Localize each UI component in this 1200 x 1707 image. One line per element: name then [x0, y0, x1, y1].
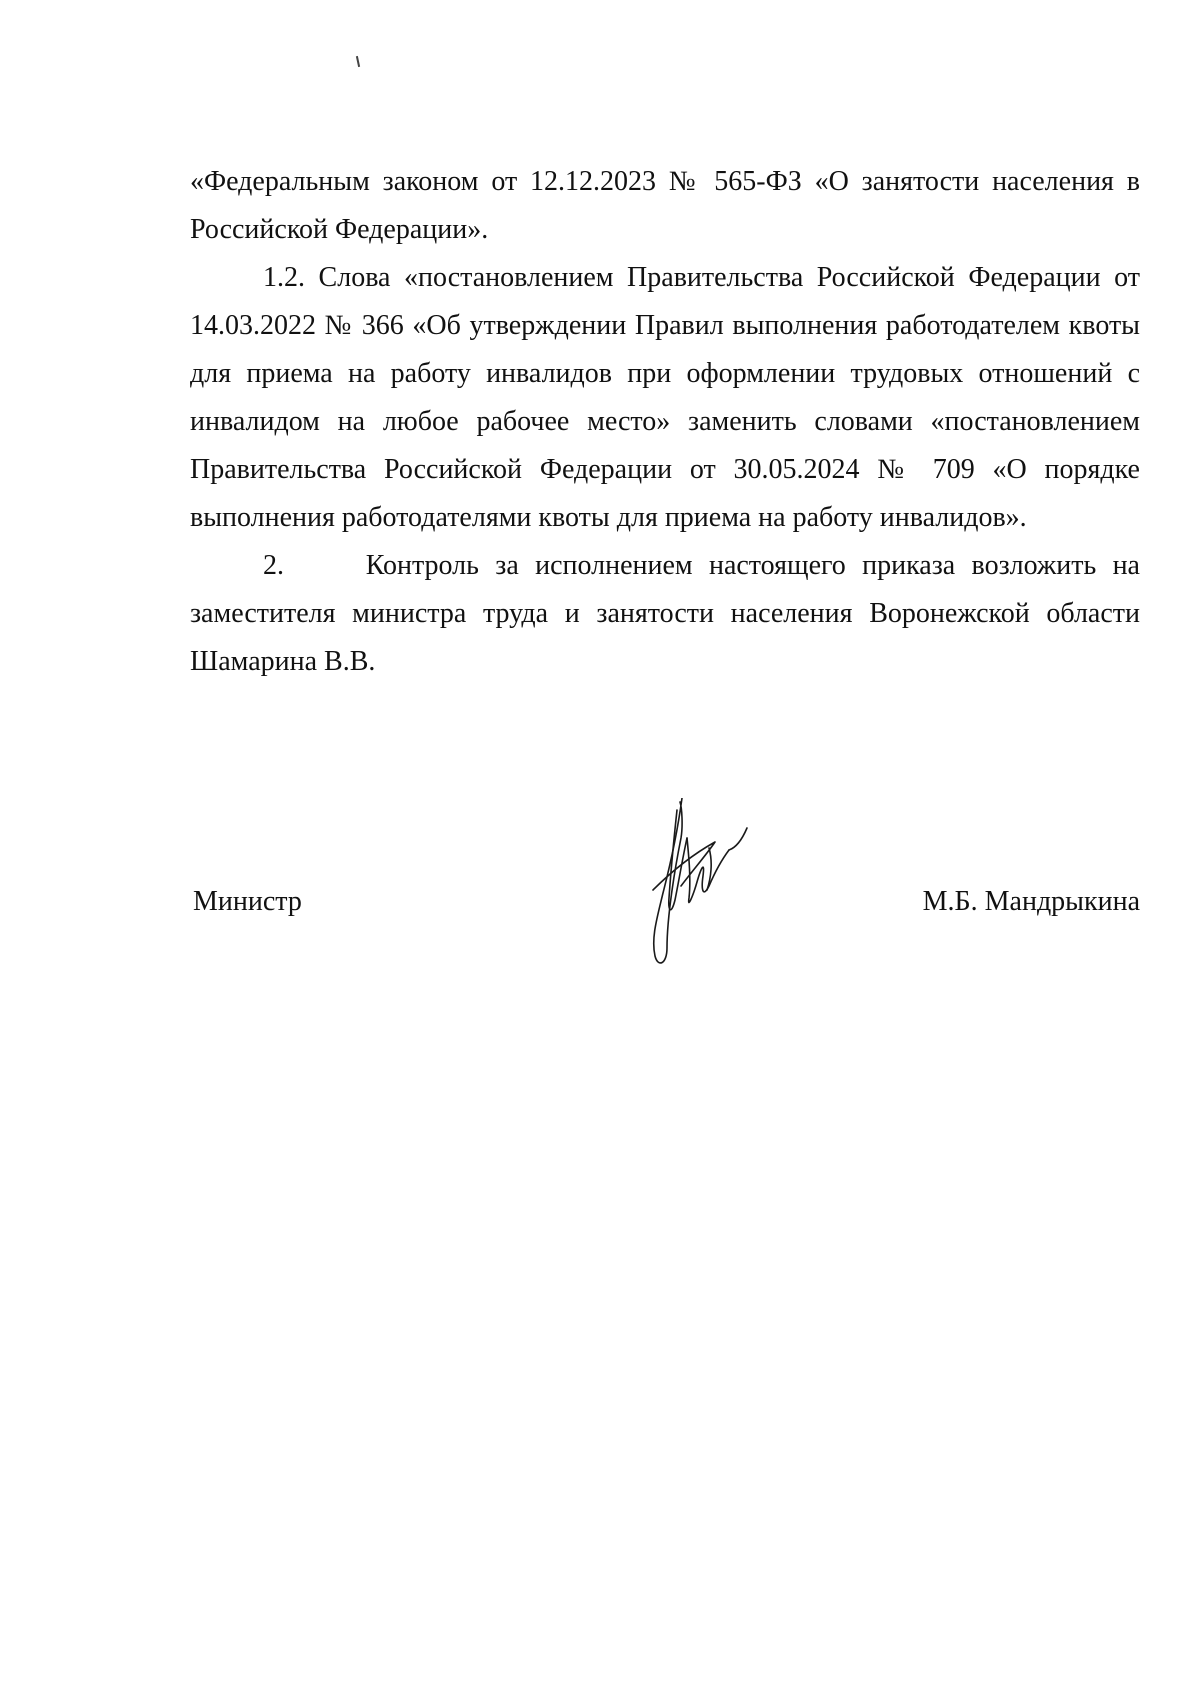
- scan-mark: [356, 56, 360, 67]
- signatory-position: Министр: [193, 886, 302, 917]
- document-body: [190, 158, 1140, 686]
- signatory-name: М.Б. Мандрыкина: [922, 886, 1140, 917]
- paragraph-1: «Федеральным законом от 12.12.2023 № 565-ФЗ «О занятости населения в Российской Федерации».: [190, 166, 1140, 245]
- signature-block: [190, 880, 1140, 924]
- paragraph-2: 1.2. Слова «постановлением Правительства Российской Федерации от 14.03.2022 № 366 «Об утверждении Правил выполнения работодателем квоты для приема на работу инвалидов при оформлении трудовых отношений с инвалидом на любое рабочее место» заменить словами «постановлением Правительства Российской Федерации от 30.05.2024 № 709 «О порядке выполнения работодателями квоты для приема на работу инвалидов».: [190, 262, 1140, 533]
- paragraph-3: 2. Контроль за исполнением настоящего приказа возложить на заместителя министра труда и занятости населения Воронежской области Шамарина В.В.: [190, 550, 1140, 677]
